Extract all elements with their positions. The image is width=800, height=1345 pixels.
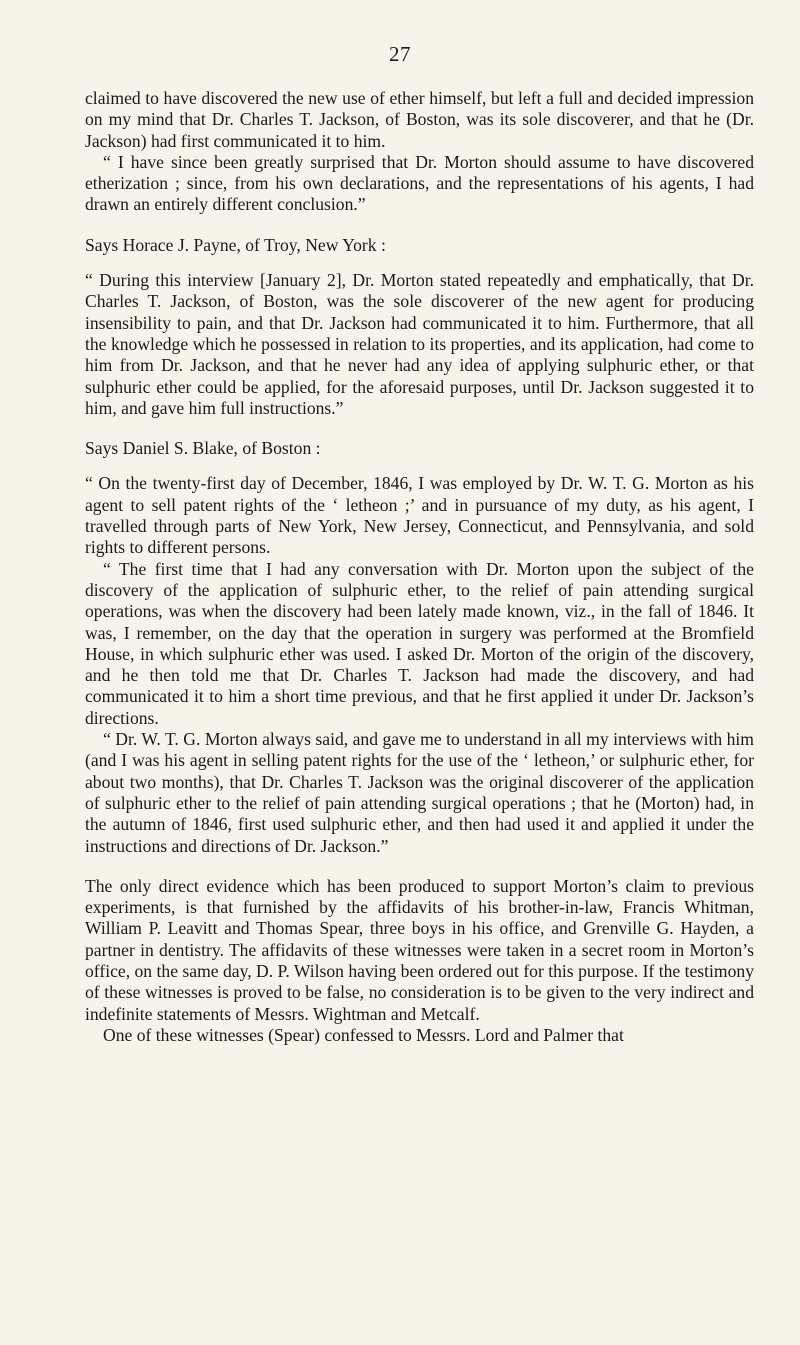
paragraph-continuation: claimed to have discovered the new use of ether himself, but left a full and decided impression on my mind that Dr. Charles T. Jackson, of Boston, was its sole discoverer, and that he (Dr. Jackson) had first communicated it to him. (85, 88, 754, 151)
page-number: 27 (389, 42, 411, 66)
paragraph-spear: One of these witnesses (Spear) confessed to Messrs. Lord and Palmer that (103, 1024, 624, 1045)
paragraph-blake-quote-2: “ The first time that I had any conversation with Dr. Morton upon the subject of the discovery of the application of sulphuric ether, to the relief of pain attending surgical operations, was when the discovery had been lately made known, viz., in the fall of 1846. It was, I remember, on the day that the operation in surgery was performed at the Bromfield House, in which sulphuric ether was used. I asked Dr. Morton of the origin of the discovery, and he then told me that Dr. Charles T. Jackson had made the discovery, and had communicated it to him a short time previous, and that he first applied it under Dr. Jackson’s directions. (85, 558, 754, 728)
paragraph-blake-intro: Says Daniel S. Blake, of Boston : (85, 438, 321, 459)
paragraph-quote-surprise: “ I have since been greatly surprised that Dr. Morton should assume to have discovered etherization ; since, from his own declarations, and the representations of his agents, I had drawn an entirely different conclusion.” (85, 151, 754, 215)
paragraph-blake-quote-3: “ Dr. W. T. G. Morton always said, and gave me to understand in all my interviews with him (and I was his agent in selling patent rights for the use of the ‘ letheon,’ or sulphuric ether, for about two months), that Dr. Charles T. Jackson was the original discoverer of the application of sulphuric ether to the relief of pain attending surgical operations ; that he (Morton) had, in the autumn of 1846, first used sulphuric ether, and then had used it and applied it under the instructions and directions of Dr. Jackson.” (85, 729, 754, 856)
paragraph-evidence: The only direct evidence which has been produced to support Morton’s claim to previous experiments, is that furnished by the affidavits of his brother-in-law, Francis Whitman, William P. Leavitt and Thomas Spear, three boys in his office, and Grenville G. Hayden, a partner in dentistry. The affidavits of these witnesses were taken in a secret room in Morton’s office, on the same day, D. P. Wilson having been ordered out for this purpose. If the testimony of these witnesses is proved to be false, no consideration is to be given to the very indirect and indefinite statements of Messrs. Wightman and Metcalf. (85, 875, 754, 1024)
paragraph-blake-quote-1: “ On the twenty-first day of December, 1846, I was employed by Dr. W. T. G. Morton as his agent to sell patent rights of the ‘ letheon ;’ and in pursuance of my duty, as his agent, I travelled through parts of New York, New Jersey, Connecticut, and Pennsylvania, and sold rights to different persons. (85, 473, 754, 558)
body-text (85, 88, 754, 1046)
paragraph-payne-quote: “ During this interview [January 2], Dr. Morton stated repeatedly and emphatically, that Dr. Charles T. Jackson, of Boston, was the sole discoverer of the new agent for producing insensibility to pain, and that Dr. Jackson had communicated it to him. Furthermore, that all the knowledge which he possessed in relation to its properties, and its application, had come to him from Dr. Jackson, and that he never had any idea of applying sulphuric ether, or that sulphuric ether could be applied, for the aforesaid purposes, until Dr. Jackson suggested it to him, and gave him full instructions.” (85, 270, 754, 418)
paragraph-payne-intro: Says Horace J. Payne, of Troy, New York : (85, 234, 386, 255)
